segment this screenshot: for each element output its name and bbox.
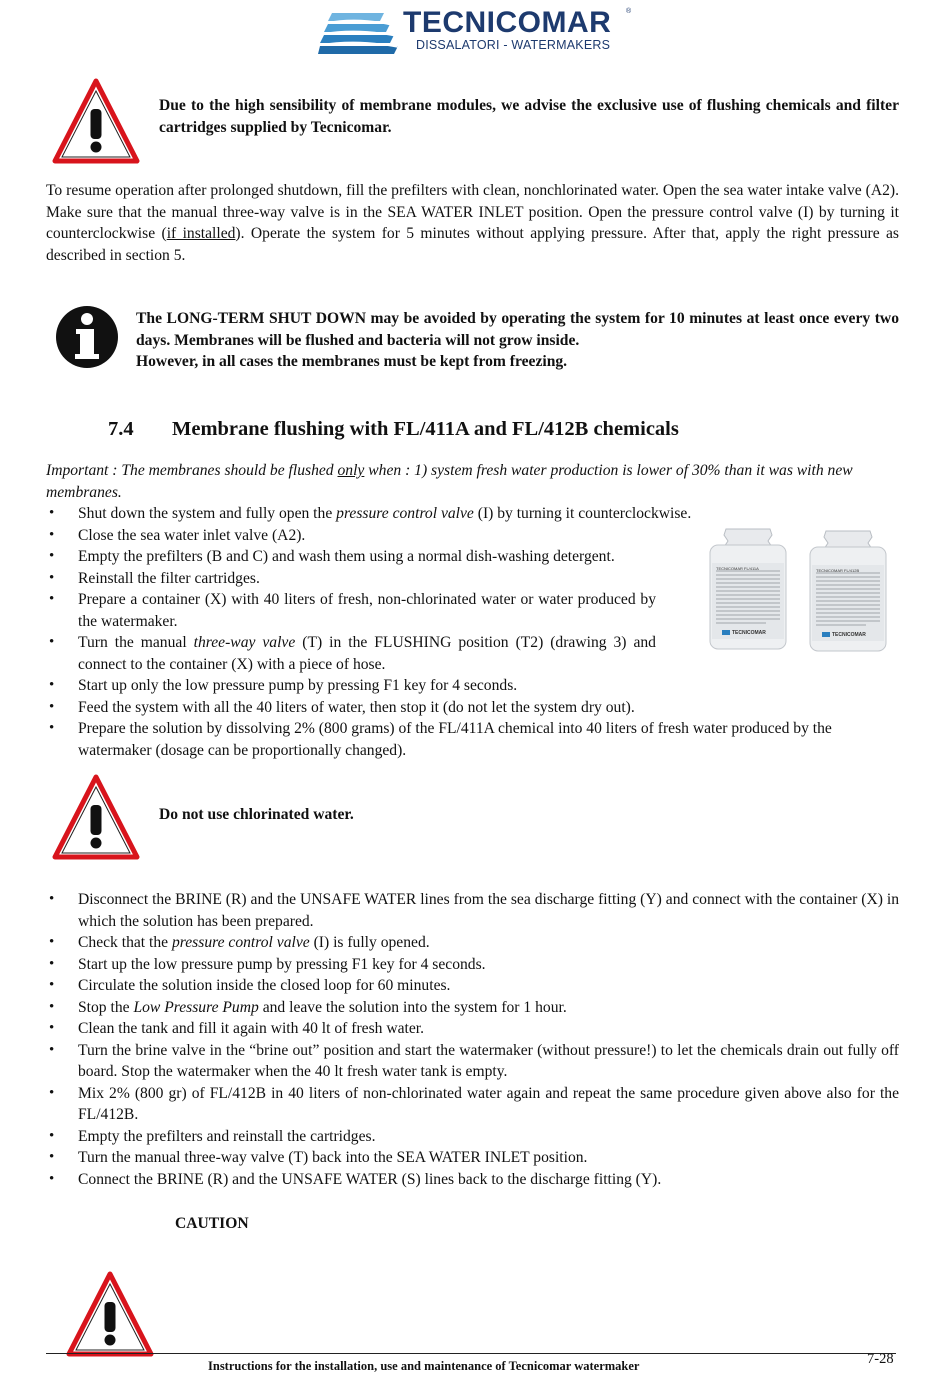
important-note [46,460,899,503]
info-note [136,308,899,373]
list-item: • Connect the BRINE (R) and the UNSAFE WATER (S) lines back to the discharge fitting (Y). [46,1169,899,1191]
bottle-label-right: TECNICOMAR FL/412B [816,568,860,573]
list-item: • Mix 2% (800 gr) of FL/412B in 40 liters of non-chlorinated water again and repeat the same procedure given above also for the FL/412B. [46,1083,899,1126]
footer-text: Instructions for the installation, use and maintenance of Tecnicomar watermaker [208,1359,640,1373]
important-suffix: when : 1) system fresh water production is lower of 30% than it was with new membranes. [46,462,853,501]
resume-text-1: To resume operation after prolonged shutdown, fill the prefilters with clean, nonchlorinated water. Open the sea water intake valve (A2). Make sure that the manual three-way valve is in the SEA WATER INLET position. Open the pressure control valve (I) by turning it counterclockwise ( [46,182,899,242]
list-item: • Disconnect the BRINE (R) and the UNSAFE WATER lines from the sea discharge fitting (Y) and connect with the container (X) in which the solution has been prepared. [46,889,899,932]
bottle-fl412b [806,529,890,653]
cleaning-steps-list [46,889,899,1190]
resume-paragraph [46,180,899,266]
list-item: • Turn the manual three-way valve (T) in the FLUSHING position (T2) (drawing 3) and connect to the container (X) with a piece of hose. [46,632,656,675]
logo-waves-icon [318,11,398,55]
list-item: • Turn the brine valve in the “brine out” position and start the watermaker (without pressure!) to let the chemicals drain out fully off board. Stop the watermaker when the 40 lt fresh water tank is empty. [46,1040,899,1083]
info-icon [55,305,119,369]
warning-triangle-icon [51,77,141,165]
warning-triangle-icon [65,1270,155,1358]
bottle-label-left: TECNICOMAR FL/411A [716,566,759,571]
list-item: • Turn the manual three-way valve (T) back into the SEA WATER INLET position. [46,1147,899,1169]
bottle-brand-left: TECNICOMAR [732,630,766,636]
list-item: • Check that the pressure control valve (I) is fully opened. [46,932,899,954]
list-item: • Start up only the low pressure pump by pressing F1 key for 4 seconds. [46,675,899,697]
resume-text-2: ). Operate the system for 5 minutes without applying pressure. After that, apply the right pressure as described in section 5. [46,225,899,264]
brand-tagline: DISSALATORI - WATERMAKERS [416,38,611,52]
caution-heading: CAUTION [175,1215,249,1232]
brand-name: TECNICOMAR [403,6,612,39]
list-item: • Prepare the solution by dissolving 2% (800 grams) of the FL/411A chemical into 40 liters of fresh water produced by the watermaker (dosage can be proportionally changed). [46,718,899,761]
bottle-brand-right: TECNICOMAR [832,632,866,638]
list-item: • Reinstall the filter cartridges. [46,568,899,590]
important-only: only [337,462,365,479]
list-item: • Empty the prefilters (B and C) and wash them using a normal dish-washing detergent. [46,546,899,568]
list-item: • Shut down the system and fully open the pressure control valve (I) by turning it counterclockwise. [46,503,899,525]
list-item: • Empty the prefilters and reinstall the cartridges. [46,1126,899,1148]
warning-triangle-icon [51,773,141,861]
section-number: 7.4 [108,418,134,440]
footer-divider [46,1353,896,1354]
list-item: • Close the sea water inlet valve (A2). [46,525,899,547]
list-item: • Feed the system with all the 40 liters of water, then stop it (do not let the system dry out). [46,697,899,719]
bottle-fl411a [706,527,790,651]
list-item: • Prepare a container (X) with 40 liters of fresh, non-chlorinated water or water produced by the watermaker. [46,589,656,632]
page-number: 7-28 [867,1351,894,1367]
important-prefix: Important : The membranes should be flushed [46,462,338,479]
warning-note-1: Due to the high sensibility of membrane modules, we advise the exclusive use of flushing chemicals and filter cartridges supplied by Tecnicomar. [159,97,899,136]
info-note-line-1: The LONG-TERM SHUT DOWN may be avoided by operating the system for 10 minutes at least once every two days. Membranes will be flushed and bacteria will not grow inside. [136,310,899,349]
chemical-bottles-photo [700,527,900,657]
list-item: • Circulate the solution inside the closed loop for 60 minutes. [46,975,899,997]
if-installed-text: if installed [166,225,236,242]
list-item: • Clean the tank and fill it again with 40 lt of fresh water. [46,1018,899,1040]
list-item: • Stop the Low Pressure Pump and leave the solution into the system for 1 hour. [46,997,899,1019]
list-item: • Start up the low pressure pump by pressing F1 key for 4 seconds. [46,954,899,976]
registered-mark: ® [626,8,632,15]
logo [318,8,638,58]
info-note-line-2: However, in all cases the membranes must be kept from freezing. [136,353,568,370]
section-title: Membrane flushing with FL/411A and FL/412B chemicals [172,418,679,440]
warning-note-2: Do not use chlorinated water. [159,806,354,823]
